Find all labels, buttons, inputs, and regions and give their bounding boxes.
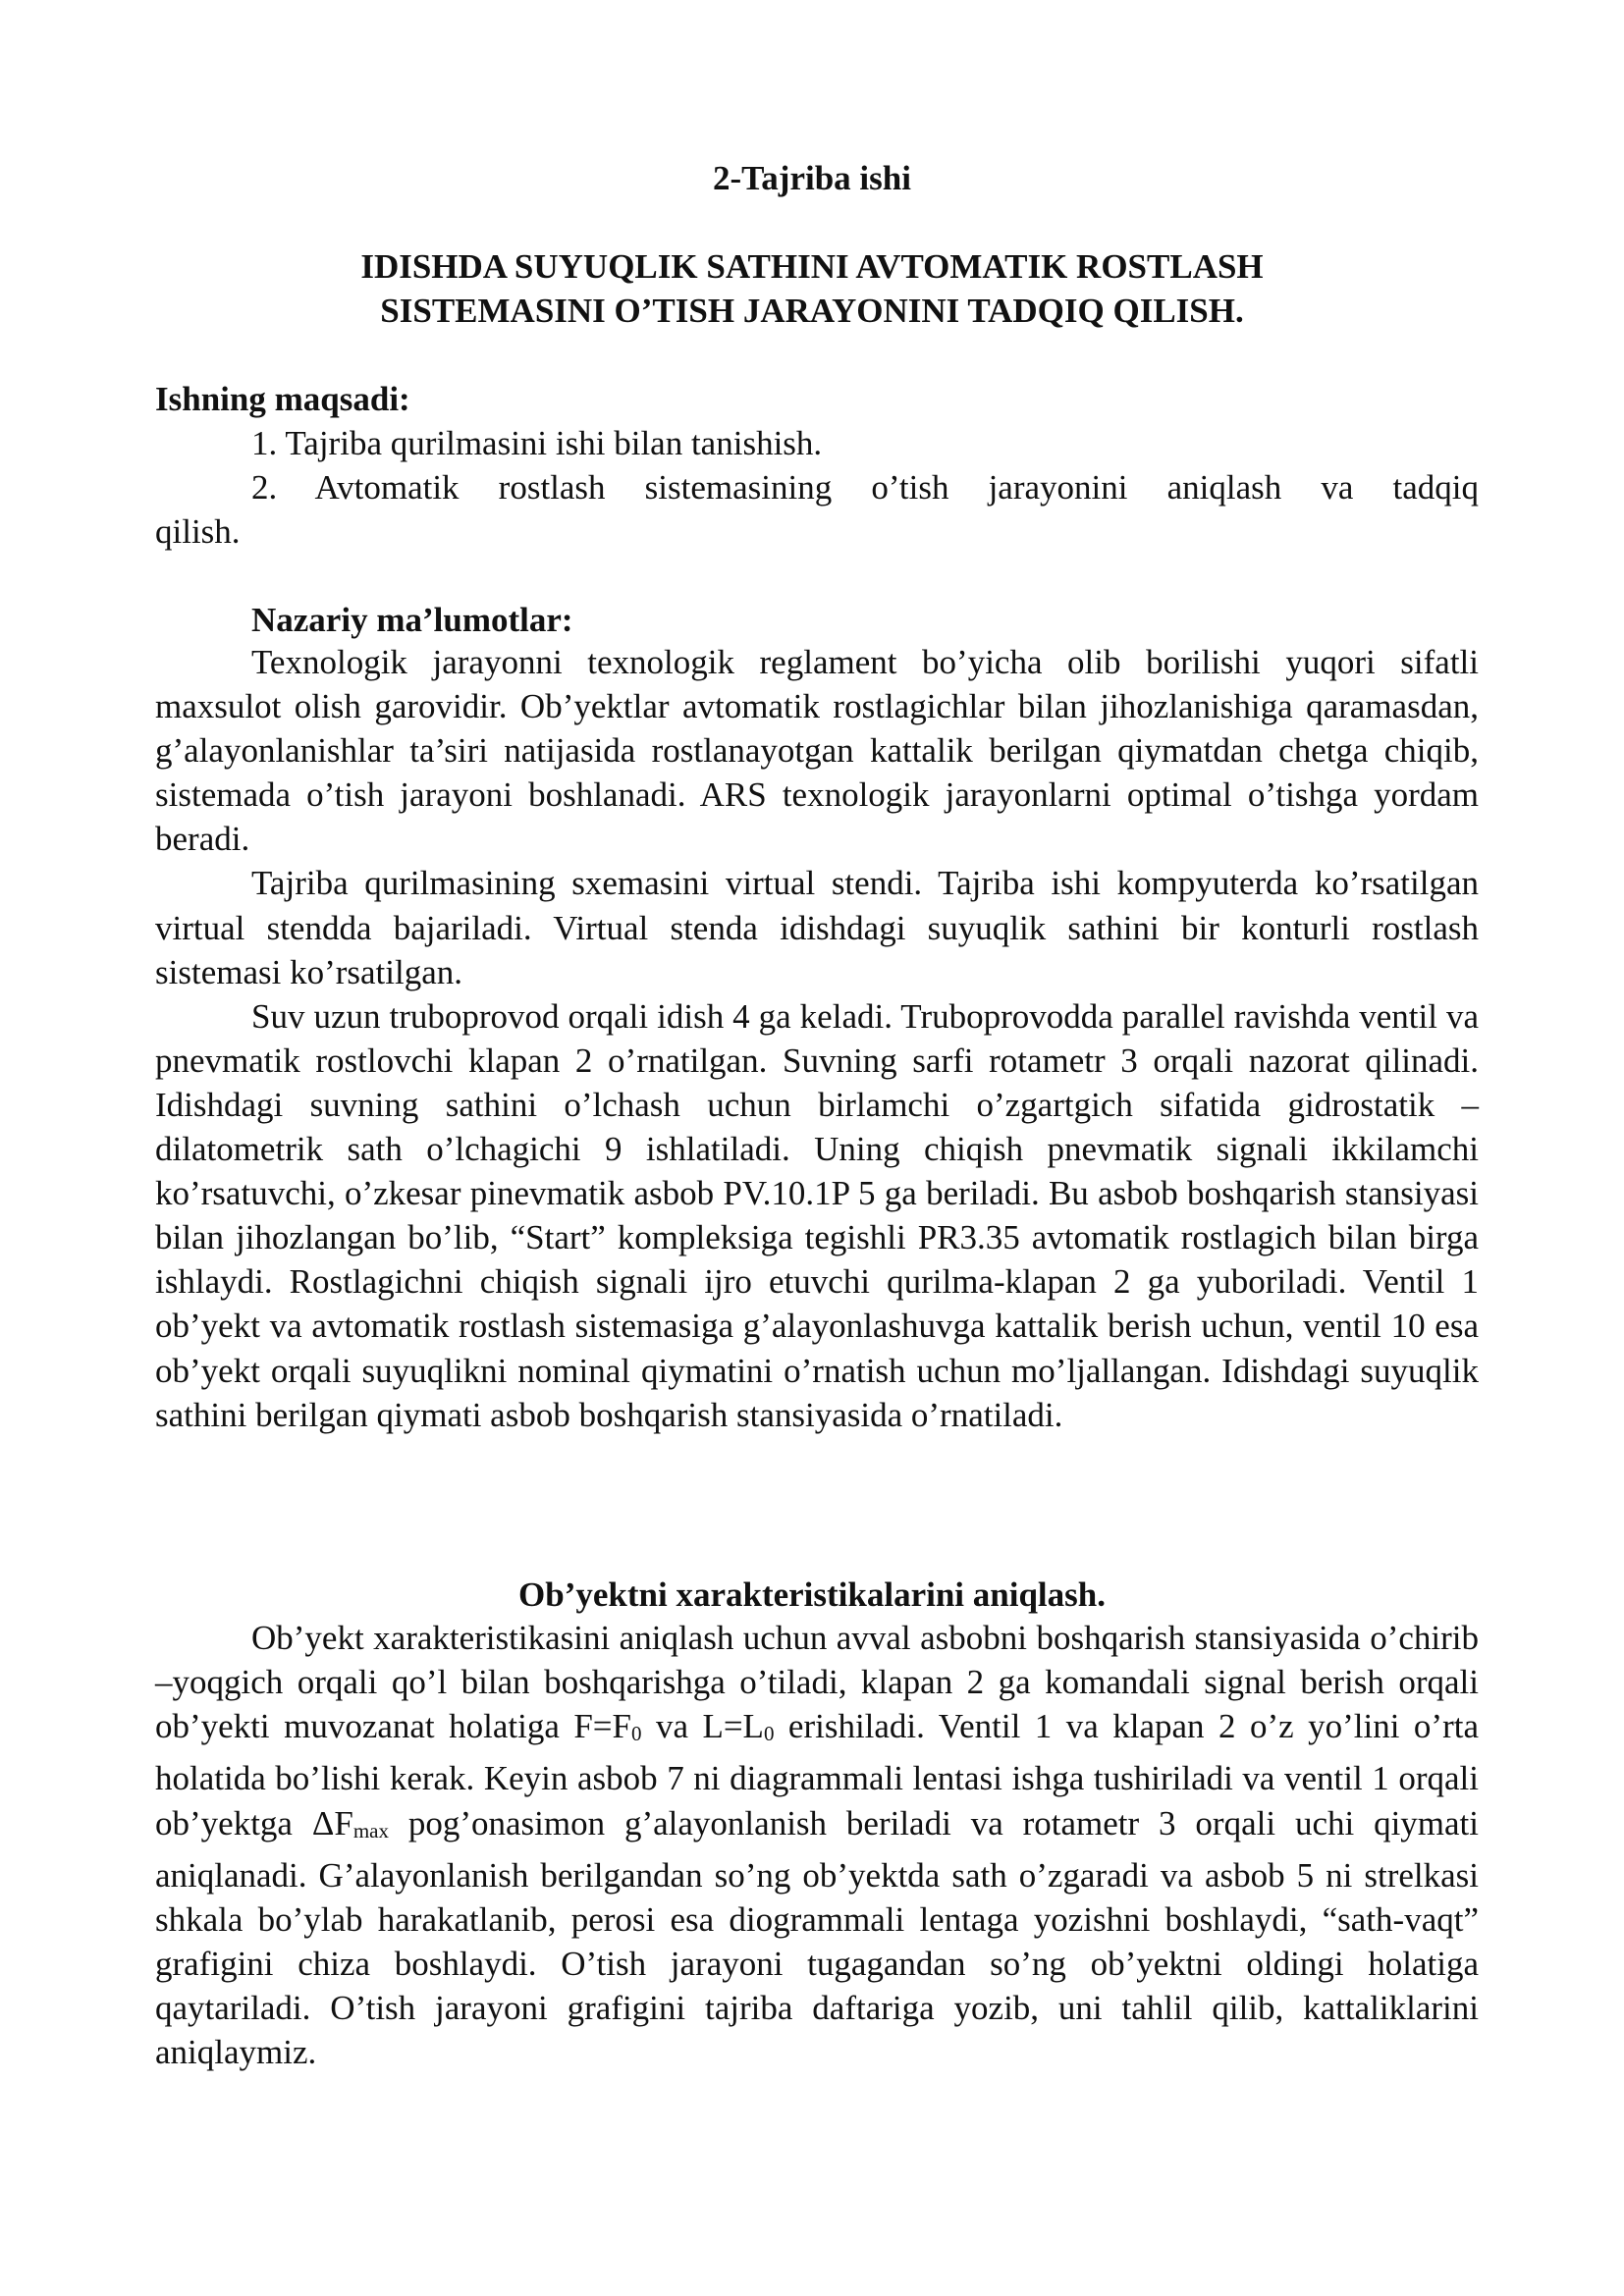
title-line-2: SISTEMASINI O’TISH JARAYONINI TADQIQ QILISH.	[380, 292, 1244, 330]
theory-paragraph-1: Texnologik jarayonni texnologik reglament bo’yicha olib borilishi yuqori sifatli maxsulot olish garovidir. Ob’yektlar avtomatik rostlagichlar bilan jihozlanishiga qaramasdan, g’alayonlanishlar ta’siri natijasida rostlanayotgan kattalik berilgan qiymatdan chetga chiqib, sistemada o’tish jarayoni boshlanadi. ARS texnologik jarayonlarni optimal o’tishga yordam beradi.	[155, 643, 1479, 859]
goal-item-2-continued: qilish.	[155, 512, 241, 551]
characteristics-paragraph: Ob’yekt xarakteristikasini aniqlash uchun avval asbobni boshqarish stansiyasida o’chirib –yoqgich orqali qo’l bilan boshqarishga o’tiladi, klapan 2 ga komandali signal berish orqali ob’yekti muvozanat holatiga $F=F_0$ va $L=L_0$ erishiladi. Ventil 1 va klapan 2 o’z yo’lini o’rta holatida bo’lishi kerak. Keyin asbob 7 ni diagrammali lentasi ishga tushiriladi va ventil 1 orqali ob’yektga $\Delta F_{max}$ pog’onasimon g’alayonlanish beriladi va rotametr 3 orqali uchi qiymati aniqlanadi. G’alayonlanish berilgandan so’ng ob’yektda sath o’zgaradi va asbob 5 ni strelkasi shkala bo’ylab harakatlanib, perosi esa diogrammali lentaga yozishni boshlaydi, “sath-vaqt” grafigini chiza boshlaydi. O’tish jarayoni tugagandan so’ng ob’yektni oldingi holatiga qaytariladi. O’tish jarayoni grafigini tajriba daftariga yozib, uni tahlil qilib, kattaliklarini aniqlaymiz.	[155, 1619, 1480, 2072]
theory-paragraph-3: Suv uzun truboprovod orqali idish 4 ga keladi. Truboprovodda parallel ravishda ventil va pnevmatik rostlovchi klapan 2 o’rnatilgan. Suvning sarfi rotametr 3 orqali nazorat qilinadi. Idishdagi suvning sathini o’lchash uchun birlamchi o’zgartgich sifatida gidrostatik – dilatometrik sath o’lchagichi 9 ishlatiladi. Uning chiqish pnevmatik signali ikkilamchi ko’rsatuvchi, o’zkesar pinevmatik asbob PV.10.1P 5 ga beriladi. Bu asbob boshqarish stansiyasi bilan jihozlangan bo’lib, “Start” kompleksiga tegishli PR3.35 avtomatik rostlagich bilan birga ishlaydi. Rostlagichni chiqish signali ijro etuvchi qurilma-klapan 2 ga yuboriladi. Ventil 1 ob’yekt va avtomatik rostlash sistemasiga g’alayonlashuvga kattalik berish uchun, ventil 10 esa ob’yekt orqali suyuqlikni nominal qiymatini o’rnatish uchun mo’ljallangan. Idishdagi suyuqlik sathini berilgan qiymati asbob boshqarish stansiyasida o’rnatiladi.	[155, 996, 1479, 1434]
theory-paragraph-2: Tajriba qurilmasining sxemasini virtual stendi. Tajriba ishi kompyuterda ko’rsatilgan virtual stendda bajariladi. Virtual stenda idishdagi suyuqlik sathini bir konturli rostlash sistemasi ko’rsatilgan.	[155, 864, 1479, 991]
lab-number-heading: 2-Tajriba ishi	[713, 159, 911, 197]
goal-item-2: 2. Avtomatik rostlash sistemasining o’tish jarayonini aniqlash va tadqiq	[251, 468, 1479, 507]
goal-heading: Ishning maqsadi:	[155, 380, 410, 418]
goal-item-1: 1. Tajriba qurilmasini ishi bilan tanishish.	[251, 424, 823, 462]
theory-heading: Nazariy ma’lumotlar:	[251, 601, 573, 639]
characteristics-body	[155, 1616, 1479, 2074]
characteristics-heading: Ob’yektni xarakteristikalarini aniqlash.	[518, 1575, 1106, 1614]
title-line-1: IDISHDA SUYUQLIK SATHINI AVTOMATIK ROSTLASH	[360, 247, 1264, 286]
theory-body	[155, 640, 1479, 1437]
